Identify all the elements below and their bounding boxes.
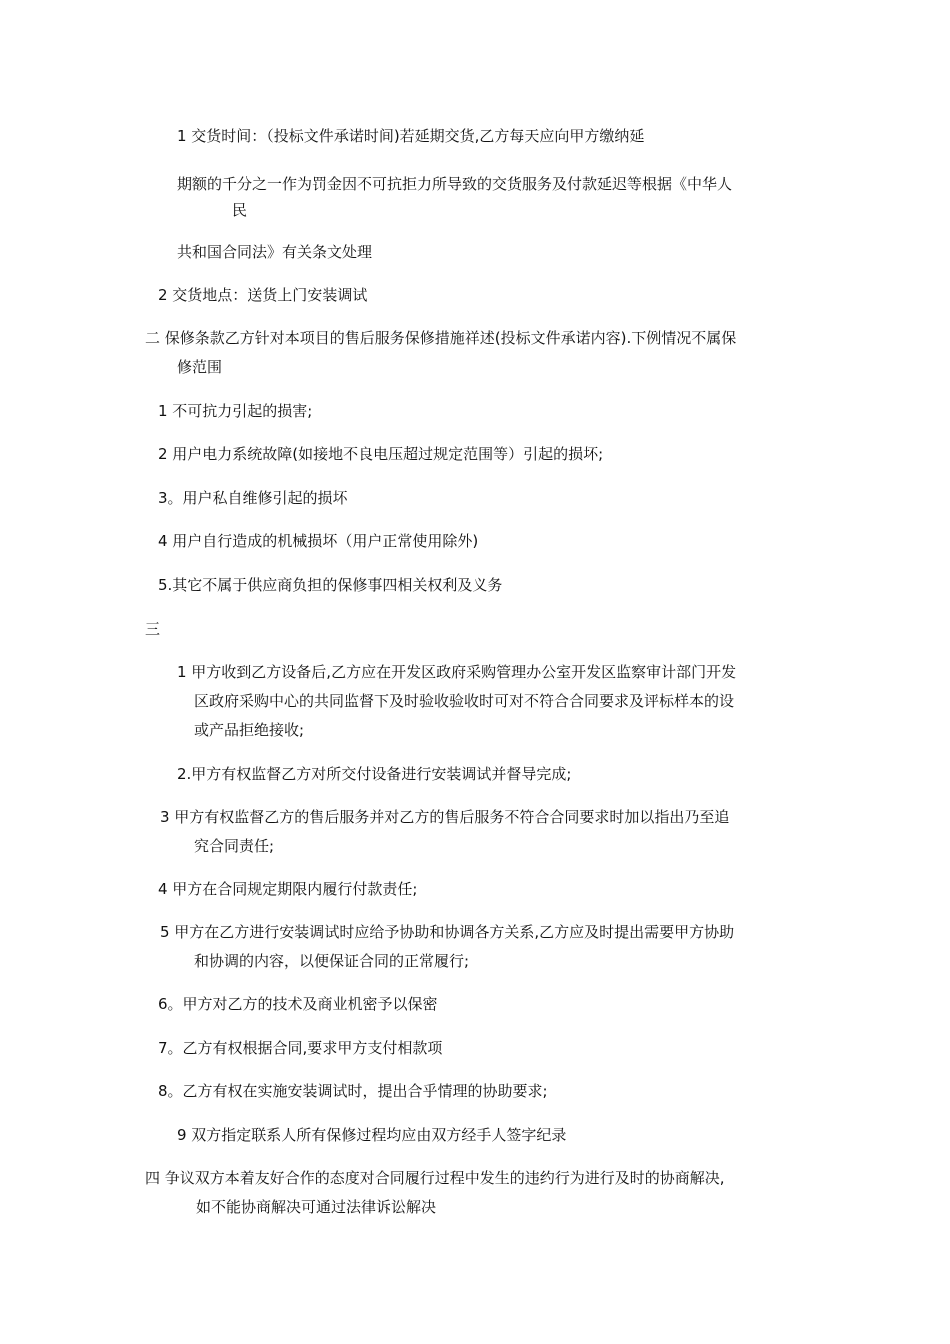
- dispute-line-2: 如不能协商解决可通过法律诉讼解决: [196, 1198, 437, 1216]
- rights-item-5-line-1: 5 甲方在乙方进行安装调试时应给予协助和协调各方关系,乙方应及时提出需要甲方协助: [160, 923, 735, 941]
- rights-item-7: 7。乙方有权根据合同,要求甲方支付相款项: [158, 1039, 443, 1057]
- delivery-time-line-3: 民: [232, 201, 248, 219]
- rights-item-1-line-2: 区政府采购中心的共同监督下及时验收验收时可对不符合合同要求及评标样本的设: [194, 692, 735, 710]
- delivery-time-line-1: 1 交货时间：（投标文件承诺时间)若延期交货,乙方每天应向甲方缴纳延: [177, 127, 645, 145]
- delivery-time-line-4: 共和国合同法》有关条文处理: [177, 243, 373, 261]
- rights-heading: 三: [145, 620, 161, 638]
- rights-item-9: 9 双方指定联系人所有保修过程均应由双方经手人签字纪录: [177, 1126, 567, 1144]
- delivery-time-line-2: 期额的千分之一作为罚金因不可抗拒力所导致的交货服务及付款延迟等根据《中华人: [177, 175, 733, 193]
- delivery-location: 2 交货地点：送货上门安装调试: [158, 286, 368, 304]
- rights-item-1-line-1: 1 甲方收到乙方设备后,乙方应在开发区政府采购管理办公室开发区监察审计部门开发: [177, 663, 737, 681]
- warranty-exclusion-3: 3。用户私自维修引起的损坏: [158, 489, 348, 507]
- rights-item-3-line-2: 究合同责任;: [194, 837, 275, 855]
- rights-item-4: 4 甲方在合同规定期限内履行付款责任;: [158, 880, 418, 898]
- rights-item-6: 6。甲方对乙方的技术及商业机密予以保密: [158, 995, 438, 1013]
- warranty-heading-line-2: 修范围: [177, 358, 223, 376]
- rights-item-2: 2.甲方有权监督乙方对所交付设备进行安装调试并督导完成;: [177, 765, 572, 783]
- dispute-line-1: 四 争议双方本着友好合作的态度对合同履行过程中发生的违约行为进行及时的协商解决,: [145, 1169, 725, 1187]
- rights-item-3-line-1: 3 甲方有权监督乙方的售后服务并对乙方的售后服务不符合合同要求时加以指出乃至追: [160, 808, 730, 826]
- rights-item-8: 8。乙方有权在实施安装调试时，提出合乎情理的协助要求;: [158, 1082, 548, 1100]
- warranty-exclusion-1: 1 不可抗力引起的损害;: [158, 402, 313, 420]
- warranty-exclusion-2: 2 用户电力系统故障(如接地不良电压超过规定范围等）引起的损坏;: [158, 445, 604, 463]
- warranty-exclusion-5: 5.其它不属于供应商负担的保修事四相关权利及义务: [158, 576, 503, 594]
- warranty-heading-line-1: 二 保修条款乙方针对本项目的售后服务保修措施祥述(投标文件承诺内容).下例情况不属保: [145, 329, 737, 347]
- warranty-exclusion-4: 4 用户自行造成的机械损坏（用户正常使用除外): [158, 532, 479, 550]
- rights-item-5-line-2: 和协调的内容，以便保证合同的正常履行;: [194, 952, 470, 970]
- rights-item-1-line-3: 或产品拒绝接收;: [194, 721, 305, 739]
